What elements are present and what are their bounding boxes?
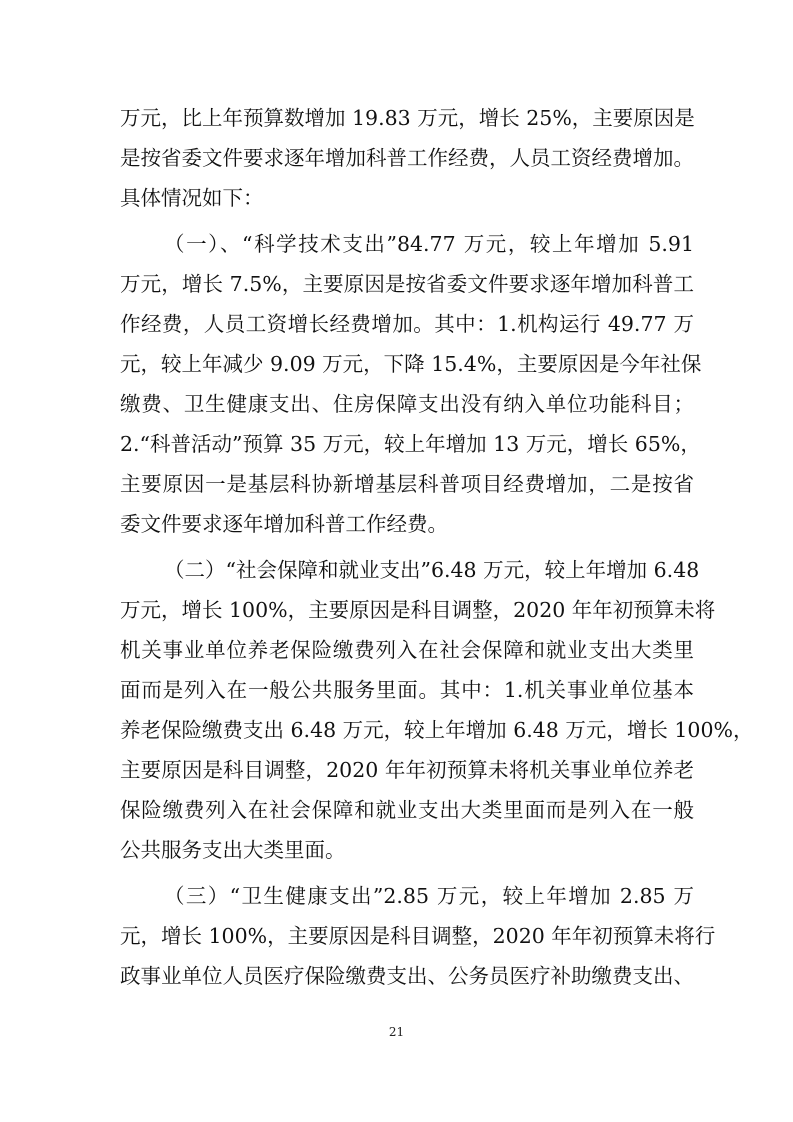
text-line: 主要原因是科目调整，2020 年年初预算未将机关事业单位养老 xyxy=(120,758,694,782)
paragraph-health-spending xyxy=(120,876,716,996)
text-line: （一）、“科学技术支出”84.77 万元，较上年增加 5.91 xyxy=(164,232,694,256)
text-line: 万元，增长 100%，主要原因是科目调整，2020 年年初预算未将 xyxy=(120,598,716,622)
text-line: 元，增长 100%，主要原因是科目调整，2020 年年初预算未将行 xyxy=(120,924,716,948)
text-line: 2.“科普活动”预算 35 万元，较上年增加 13 万元，增长 65%， xyxy=(120,432,701,456)
text-line: 万元，比上年预算数增加 19.83 万元，增长 25%，主要原因是 xyxy=(120,106,695,130)
text-line: 具体情况如下： xyxy=(120,186,264,210)
paragraph-science-spending xyxy=(120,224,702,544)
page-number: 21 xyxy=(388,1025,405,1039)
text-line: 缴费、卫生健康支出、住房保障支出没有纳入单位功能科目； xyxy=(120,392,694,416)
text-line: （三）“卫生健康支出”2.85 万元，较上年增加 2.85 万 xyxy=(164,884,694,908)
text-line: 机关事业单位养老保险缴费列入在社会保障和就业支出大类里 xyxy=(120,638,694,662)
text-line: 保险缴费列入在社会保障和就业支出大类里面而是列入在一般 xyxy=(120,798,694,822)
text-line: 政事业单位人员医疗保险缴费支出、公务员医疗补助缴费支出、 xyxy=(120,964,694,988)
text-line: 主要原因一是基层科协新增基层科普项目经费增加，二是按省 xyxy=(120,472,694,496)
paragraph-social-security-spending xyxy=(120,550,754,870)
text-line: 公共服务支出大类里面。 xyxy=(120,838,346,862)
text-line: （二）“社会保障和就业支出”6.48 万元，较上年增加 6.48 xyxy=(164,558,700,582)
body-text xyxy=(120,98,754,996)
text-line: 是按省委文件要求逐年增加科普工作经费，人员工资经费增加。 xyxy=(120,146,694,170)
text-line: 作经费，人员工资增长经费增加。其中：1.机构运行 49.77 万 xyxy=(120,312,694,336)
text-line: 面而是列入在一般公共服务里面。其中：1.机关事业单位基本 xyxy=(120,678,694,702)
text-line: 养老保险缴费支出 6.48 万元，较上年增加 6.48 万元，增长 100%， xyxy=(120,718,754,742)
paragraph-intro xyxy=(120,98,694,218)
text-line: 万元，增长 7.5%，主要原因是按省委文件要求逐年增加科普工 xyxy=(120,272,694,296)
text-line: 委文件要求逐年增加科普工作经费。 xyxy=(120,512,448,536)
text-line: 元，较上年减少 9.09 万元，下降 15.4%，主要原因是今年社保 xyxy=(120,352,702,376)
